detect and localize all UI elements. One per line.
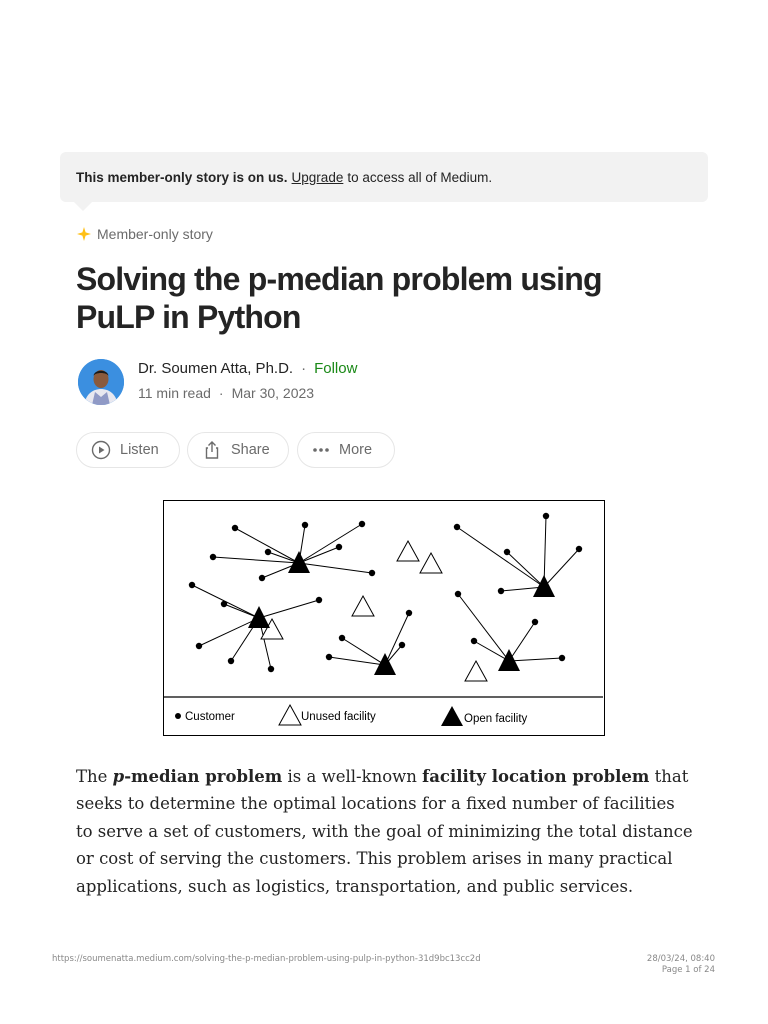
separator-dot: · bbox=[218, 385, 224, 401]
assignment-lines bbox=[192, 516, 579, 669]
share-label: Share bbox=[231, 442, 270, 458]
para-part-3: that seeks to determine the optimal locations for a fixed number of facilities to serve a set of customers, with the goal of minimizing the total distance or cost of serving the customers. This problem arises in many practical applications, such as logistics, transportation, and public services. bbox=[76, 767, 693, 896]
footer-page-number: Page 1 of 24 bbox=[661, 965, 715, 975]
legend-open-label: Open facility bbox=[464, 713, 528, 725]
member-only-text: Member-only story bbox=[97, 226, 213, 242]
author-row bbox=[138, 360, 357, 377]
article-title: Solving the p-median problem using PuLP in Python bbox=[76, 261, 602, 335]
italic-p: p bbox=[112, 767, 125, 786]
upgrade-link[interactable]: Upgrade bbox=[291, 169, 344, 185]
member-banner bbox=[60, 152, 708, 202]
more-label: More bbox=[339, 442, 373, 458]
footer-url: https://soumenatta.medium.com/solving-the-p-median-problem-using-pulp-in-python-31d9bc13cc2d bbox=[52, 954, 481, 964]
more-dots-icon bbox=[312, 440, 330, 460]
article-meta bbox=[138, 385, 314, 401]
share-icon bbox=[202, 440, 222, 460]
share-button[interactable] bbox=[187, 432, 289, 468]
author-name[interactable]: Dr. Soumen Atta, Ph.D. bbox=[138, 360, 294, 377]
banner-pointer bbox=[74, 202, 92, 211]
more-button[interactable] bbox=[297, 432, 395, 468]
member-only-label bbox=[76, 226, 213, 242]
listen-label: Listen bbox=[120, 442, 159, 458]
banner-rest-text: to access all of Medium. bbox=[347, 169, 493, 185]
facility-diagram bbox=[164, 501, 603, 734]
legend-open-marker bbox=[441, 706, 463, 726]
footer-page-info bbox=[647, 954, 715, 976]
legend-customer-label: Customer bbox=[185, 711, 235, 723]
customer-points bbox=[189, 513, 582, 672]
figure-legend bbox=[175, 705, 528, 726]
bold-flp: facility location problem bbox=[422, 767, 650, 786]
para-part-1: The bbox=[76, 767, 113, 786]
author-avatar[interactable] bbox=[78, 359, 124, 405]
listen-button[interactable] bbox=[76, 432, 180, 468]
banner-bold-text: This member-only story is on us. bbox=[76, 169, 288, 185]
separator-dot: · bbox=[301, 360, 307, 377]
p-median-figure bbox=[163, 500, 605, 736]
legend-unused-label: Unused facility bbox=[301, 711, 376, 723]
play-circle-icon bbox=[91, 440, 111, 460]
avatar-image bbox=[78, 359, 124, 405]
bold-median: -median problem bbox=[124, 767, 283, 786]
para-part-2: is a well-known bbox=[282, 767, 423, 786]
open-facilities bbox=[248, 551, 555, 675]
read-time: 11 min read bbox=[138, 385, 211, 401]
legend-customer-marker bbox=[175, 713, 181, 719]
publish-date: Mar 30, 2023 bbox=[231, 385, 315, 401]
article-paragraph bbox=[76, 763, 696, 900]
footer-datetime: 28/03/24, 08:40 bbox=[646, 954, 715, 964]
star-icon bbox=[76, 226, 92, 242]
legend-unused-marker bbox=[279, 705, 301, 725]
follow-button[interactable]: Follow bbox=[314, 360, 358, 377]
